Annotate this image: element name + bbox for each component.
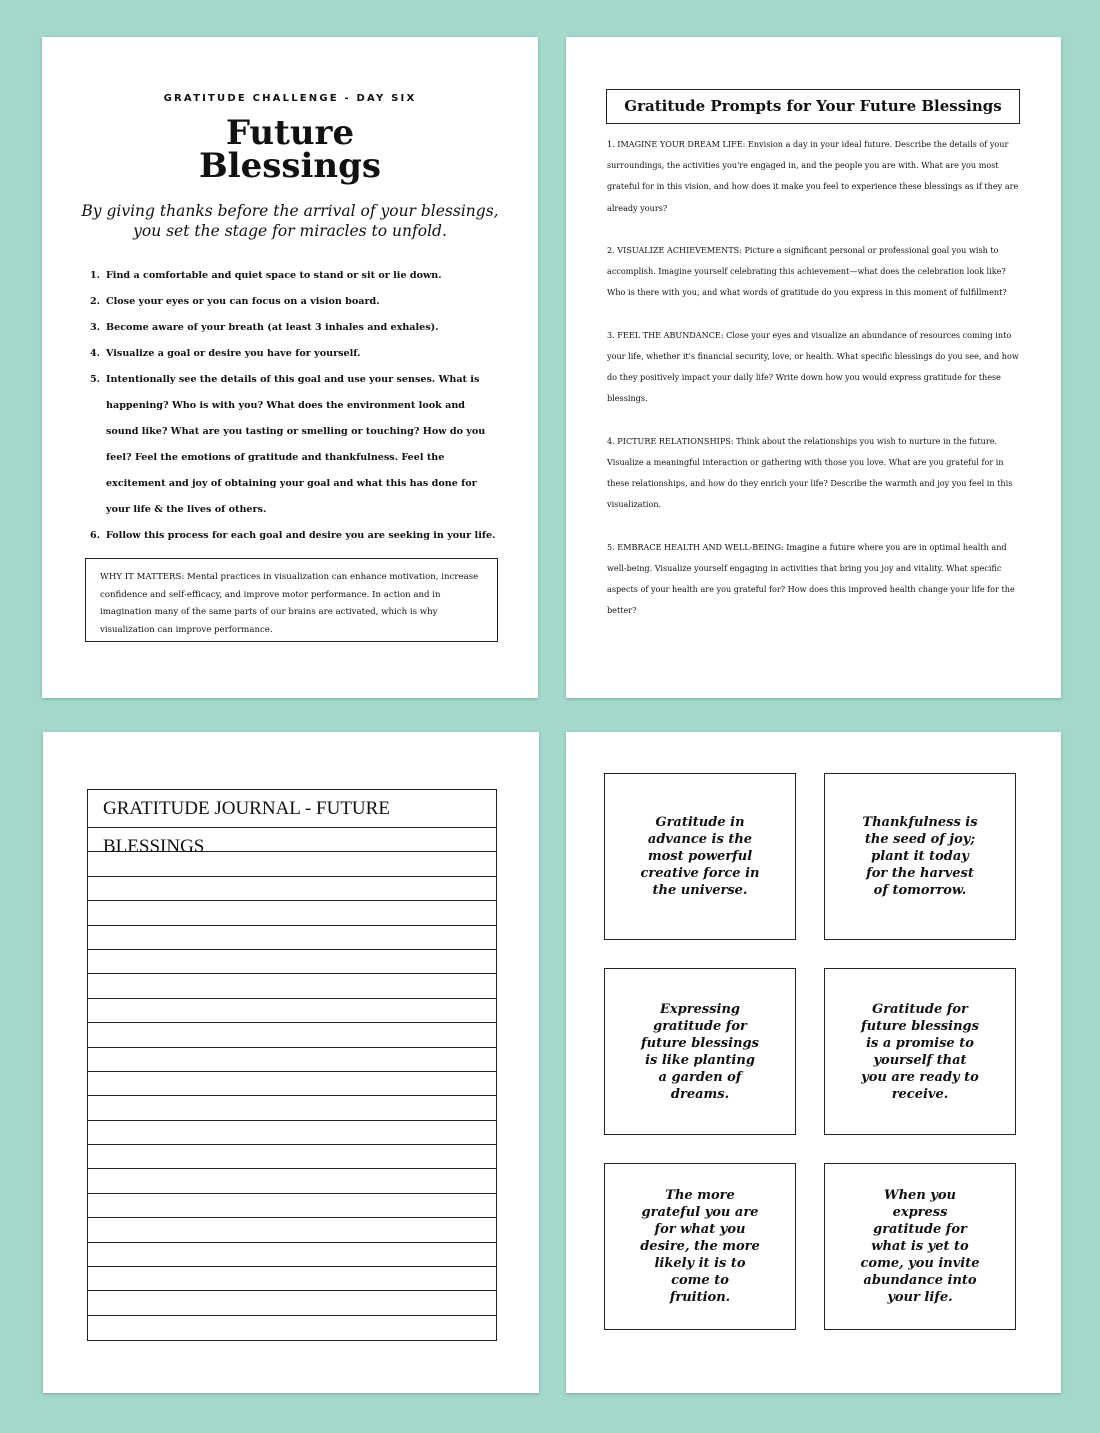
why-it-matters-box: WHY IT MATTERS: Mental practices in visualization can enhance motivation, increase confidence and self-efficacy, and improve motor performance. In action and in imagination many of the same parts of our brains are activated, which is why visualization can improve performance. (85, 558, 498, 642)
title-line-1: Future (225, 113, 355, 153)
step-text: Intentionally see the details of this goal and use your senses. What is happening? Who is with you? What does the environment look and sound like? What are you tasting or smelling or touching? How do you feel? Feel the emotions of gratitude and thankfulness. Feel the excitement and joy of obtaining your goal and what this has done for your life & the lives of others. (106, 374, 486, 515)
journal-writing-line (88, 1096, 496, 1120)
page-future-blessings (42, 37, 538, 698)
journal-writing-line (88, 1072, 496, 1096)
page-quote-cards (566, 732, 1061, 1393)
prompt-item: 2. VISUALIZE ACHIEVEMENTS: Picture a significant personal or professional goal you wish to accomplish. Imagine yourself celebrating this achievement—what does the celebration look like? Who is there with you, and what words of gratitude do you express in this moment of fulfillment? (607, 245, 1007, 298)
journal-writing-line (88, 1218, 496, 1242)
title-line-2: Blessings (198, 146, 382, 186)
prompt-item: 5. EMBRACE HEALTH AND WELL-BEING: Imagine a future where you are in optimal health and well-being. Visualize yourself engaging in activities that bring you joy and vitality. What specific aspects of your health are you grateful for? How does this improved health change your life for the better? (607, 541, 1015, 616)
step-number: 2. (90, 296, 101, 307)
journal-writing-line (88, 999, 496, 1023)
step-text: Visualize a goal or desire you have for yourself. (106, 348, 361, 359)
journal-writing-line (88, 974, 496, 998)
prompts-list (607, 134, 1022, 643)
journal-writing-line (88, 1048, 496, 1072)
prompt-item: 3. FEEL THE ABUNDANCE: Close your eyes and visualize an abundance of resources coming into your life, whether it's financial security, love, or health. What specific blessings do you see, and how do they positively impact your daily life? Write down how you would express gratitude for these blessings. (607, 329, 1019, 404)
step-text: Follow this process for each goal and desire you are seeking in your life. (106, 530, 496, 541)
journal-writing-line (88, 1291, 496, 1315)
step-item (90, 367, 500, 523)
journal-writing-line (88, 901, 496, 925)
page-gratitude-journal (43, 732, 539, 1393)
quote-card (604, 773, 796, 940)
challenge-eyebrow: GRATITUDE CHALLENGE - DAY SIX (163, 93, 417, 104)
journal-writing-line (88, 950, 496, 974)
journal-writing-line (88, 1316, 496, 1340)
prompts-title: Gratitude Prompts for Your Future Blessings (606, 89, 1020, 124)
prompt-item: 1. IMAGINE YOUR DREAM LIFE: Envision a day in your ideal future. Describe the details of your surroundings, the activities you're engaged in, and the people you are with. What are you most grateful for in this vision, and how does it make you feel to experience these blessings as if they are already yours? (607, 139, 1019, 213)
step-number: 4. (90, 348, 101, 359)
journal-writing-line (88, 1121, 496, 1145)
journal-lines (88, 828, 496, 1340)
step-item (90, 341, 500, 367)
quote-text: When you express gratitude for what is yet to come, you invite abundance into your life. (860, 1188, 980, 1305)
step-number: 3. (90, 322, 101, 333)
journal-writing-line (88, 1243, 496, 1267)
journal-writing-line (88, 1145, 496, 1169)
quote-card (824, 773, 1016, 940)
quote-card (824, 968, 1016, 1135)
page-subtitle: By giving thanks before the arrival of your blessings, you set the stage for miracles to unfold. (81, 202, 499, 240)
step-item (90, 263, 500, 289)
journal-writing-line (88, 1267, 496, 1291)
step-number: 6. (90, 530, 101, 541)
step-text: Close your eyes or you can focus on a vision board. (106, 296, 380, 307)
step-number: 1. (90, 270, 101, 281)
quote-card (604, 1163, 796, 1330)
quote-text: Thankfulness is the seed of joy; plant it today for the harvest of tomorrow. (862, 815, 978, 898)
journal-writing-line (88, 926, 496, 950)
quote-text: Gratitude for future blessings is a promise to yourself that you are ready to receive. (861, 1001, 979, 1102)
steps-list (90, 263, 500, 549)
quote-text: Gratitude in advance is the most powerful creative force in the universe. (640, 815, 760, 898)
page-gratitude-prompts (566, 37, 1061, 698)
page-title (42, 113, 538, 186)
prompt-item: 4. PICTURE RELATIONSHIPS: Think about the relationships you wish to nurture in the future. Visualize a meaningful interaction or gathering with those you love. What are you grateful for in these relationships, and how do they enrich your life? Describe the warmth and joy you feel in this visualization. (607, 435, 1013, 510)
step-text: Find a comfortable and quiet space to stand or sit or lie down. (106, 270, 442, 281)
journal-writing-line (88, 1169, 496, 1193)
quote-text: The more grateful you are for what you desire, the more likely it is to come to fruition. (640, 1188, 760, 1305)
quote-card (604, 968, 796, 1135)
journal-writing-line (88, 877, 496, 901)
journal-table (87, 789, 497, 1341)
step-item (90, 523, 500, 549)
journal-writing-line (88, 1023, 496, 1047)
step-number: 5. (90, 374, 101, 385)
quote-text: Expressing gratitude for future blessings is like planting a garden of dreams. (641, 1001, 759, 1102)
step-text: Become aware of your breath (at least 3 inhales and exhales). (106, 322, 439, 333)
journal-writing-line (88, 1194, 496, 1218)
quote-card (824, 1163, 1016, 1330)
step-item (90, 289, 500, 315)
step-item (90, 315, 500, 341)
journal-title: GRATITUDE JOURNAL - FUTURE BLESSINGS (88, 790, 496, 828)
